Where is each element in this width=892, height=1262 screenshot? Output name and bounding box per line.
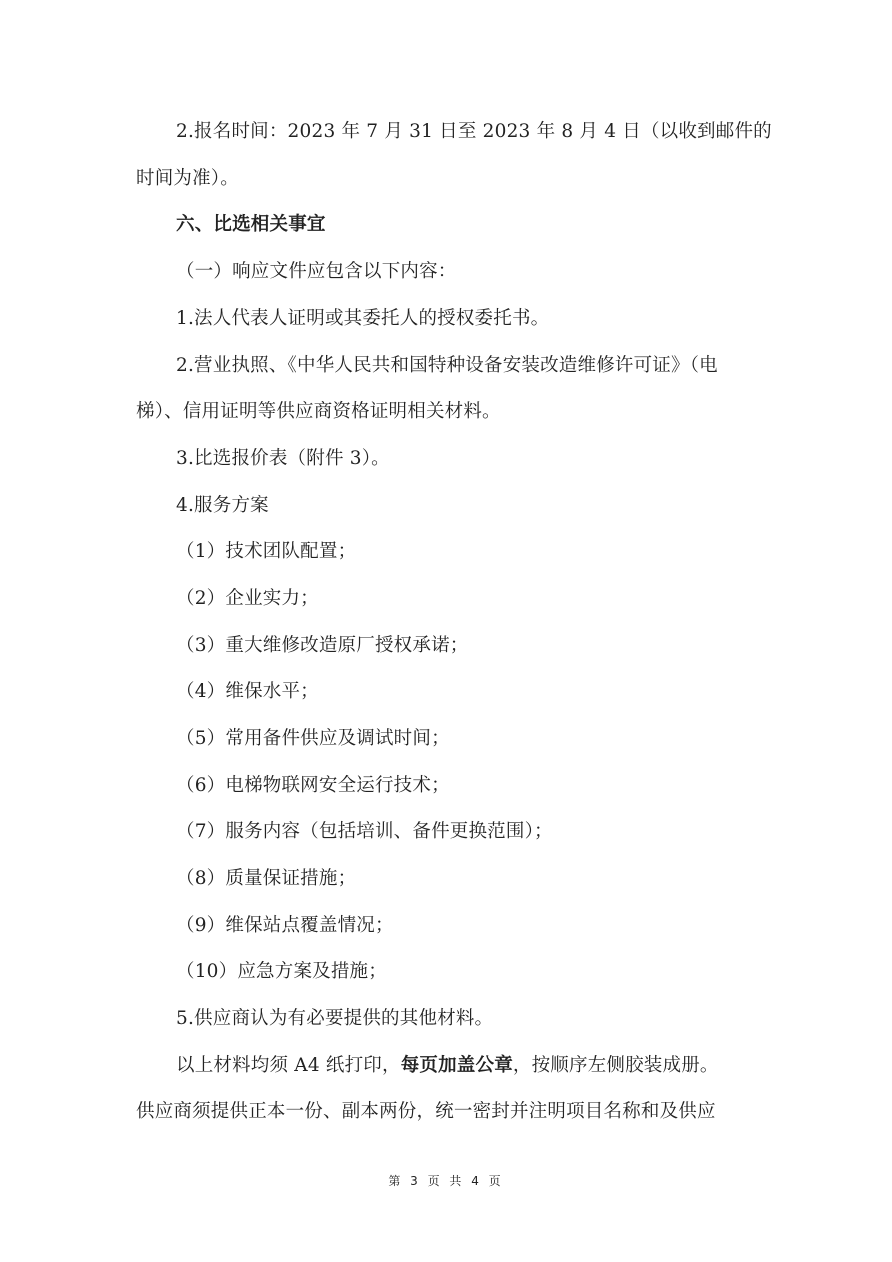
list-item: 2.营业执照、《中华人民共和国特种设备安装改造维修许可证》（电 (176, 355, 718, 376)
page-footer: 第 3 页 共 4 页 (388, 1174, 504, 1188)
list-item: （7）服务内容（包括培训、备件更换范围）； (176, 821, 553, 842)
list-item: （1）技术团队配置； (176, 541, 357, 562)
text-run: ，按顺序左侧胶装成册。 (512, 1055, 719, 1076)
subsection-heading: （一）响应文件应包含以下内容： (176, 261, 457, 282)
list-item: （6）电梯物联网安全运行技术； (176, 775, 450, 796)
list-item: （9）维保站点覆盖情况； (176, 915, 394, 936)
paragraph-line (176, 1054, 719, 1078)
emphasis-text: 每页加盖公章 (400, 1055, 513, 1076)
paragraph-line: 时间为准）。 (136, 168, 239, 189)
list-item: （10）应急方案及措施； (176, 961, 387, 982)
paragraph-line: 供应商须提供正本一份、副本两份，统一密封并注明项目名称和及供应 (136, 1101, 716, 1122)
list-item: （4）维保水平； (176, 681, 319, 702)
list-item: 5.供应商认为有必要提供的其他材料。 (176, 1008, 494, 1029)
list-item: 1.法人代表人证明或其委托人的授权委托书。 (176, 308, 550, 329)
list-item: （2）企业实力； (176, 588, 319, 609)
list-item: （5）常用备件供应及调试时间； (176, 728, 450, 749)
paragraph-line: 梯）、信用证明等供应商资格证明相关材料。 (136, 401, 501, 422)
list-item: （8）质量保证措施； (176, 868, 357, 889)
paragraph-line: 2.报名时间：2023 年 7 月 31 日至 2023 年 8 月 4 日（以收到邮件的 (176, 121, 772, 142)
list-item: 4.服务方案 (176, 495, 269, 516)
section-heading: 六、比选相关事宜 (176, 214, 326, 235)
text-run: 以上材料均须 A4 纸打印， (176, 1055, 401, 1076)
list-item: （3）重大维修改造原厂授权承诺； (176, 635, 469, 656)
list-item: 3.比选报价表（附件 3）。 (176, 448, 390, 469)
